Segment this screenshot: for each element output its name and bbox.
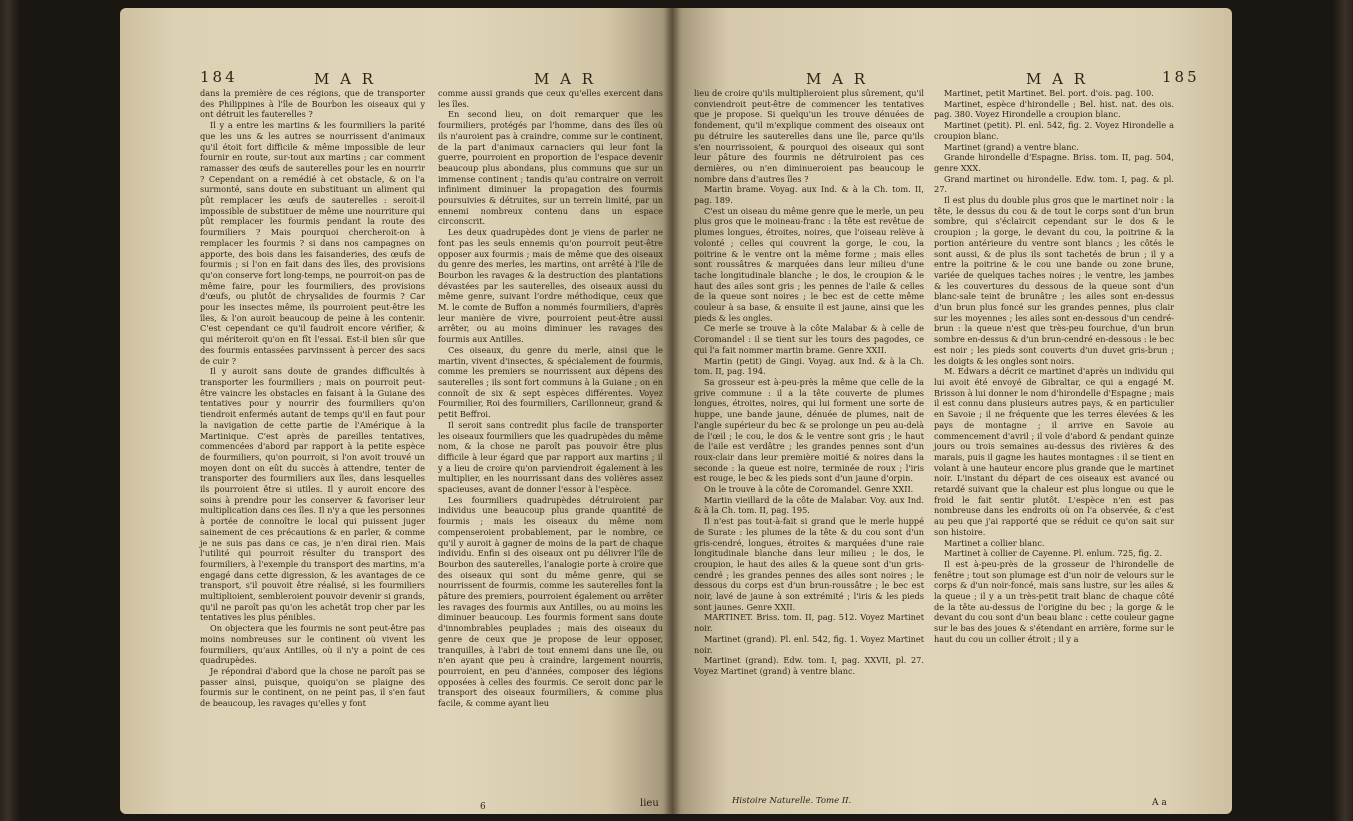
paragraph: Il n'est pas tout-à-fait si grand que le merle huppé de Surate : les plumes de la tête & du cou sont d'un gris-cendré, longues, étroites & marquées d'une raie longitudinale blanche dans leur milieu ; le dos, le croupion, le haut des ailes & la queue sont d'un gris-cendré ; les grandes pennes des ailes sont noires ; le dessous du corps est d'un brun-roussâtre ; le bec est noir, lavé de jaune à son extrémité ; l'iris & les pieds sont jaunes. Genre XXII. bbox=[694, 516, 924, 612]
left-column-1 bbox=[200, 88, 425, 709]
paragraph: Les deux quadrupèdes dont je viens de parler ne font pas les seuls ennemis qu'on pourroit peut-être opposer aux fourmis ; mais de même que des oiseaux du genre des merles, les martins, ont arrêté à l'île de Bourbon les ravages & la destruction des plantations dévastées par les sauterelles, des oiseaux aussi du même genre, suivant l'ordre méthodique, ceux que M. le comte de Buffon a nommés fourmiliers, d'après leur manière de vivre, pourroient peut-être aussi arrêter, ou au moins diminuer les ravages des fourmis aux Antilles. bbox=[438, 227, 663, 345]
right-column-1 bbox=[694, 88, 924, 677]
right-column-2 bbox=[934, 88, 1174, 645]
paragraph: comme aussi grands que ceux qu'elles exercent dans les îles. bbox=[438, 88, 663, 109]
right-page-number: 185 bbox=[1162, 68, 1200, 86]
entry-heading: Grande hirondelle d'Espagne. Briss. tom. II, pag. 504, genre XXX. bbox=[934, 152, 1174, 173]
paragraph: M. Edwars a décrit ce martinet d'après un individu qui lui avoit été envoyé de Gibraltar, ce qui a engagé M. Brisson à lui donner le nom d'hirondelle d'Espagne ; mais il est connu dans plusieurs autres pays, & en particulier en Savoie ; il ne fréquente que les terres élevées & les pays de montagne ; il arrive en Savoie au commencement d'avril ; il vole d'abord & pendant quinze jours ou trois semaines au-dessus des rivières & des marais, puis il gagne les hautes montagnes : il se tient en volant à une hauteur encore plus grande que le martinet noir. L'instant du départ de ces oiseaux est avancé ou retardé suivant que la chaleur est plus longue ou que le froid le fait sentir plutôt. L'espèce n'en est pas nombreuse dans les endroits où on l'a observée, & c'est au peu que j'ai rapporté que se réduit ce qu'on sait sur son histoire. bbox=[934, 366, 1174, 537]
paragraph: Je répondrai d'abord que la chose ne paroît pas se passer ainsi, puisque, quoiqu'on se plaigne des fourmis sur le continent, on ne peint pas, il s'en faut de beaucoup, les ravages qu'elles y font bbox=[200, 665, 425, 709]
signature-mark: A a bbox=[1152, 798, 1167, 808]
paragraph: C'est un oiseau du même genre que le merle, un peu plus gros que le moineau-franc : la tête est revêtue de plumes longues, étroites, noires, que l'oiseau relève à volonté ; celles qui couvrent la gorge, le cou, la poitrine & le ventre ont la même forme ; mais elles sont roussâtres & marquées dans leur milieu d'une tache longitudinale blanche ; le dos, le croupion & le haut des ailes sont gris ; les pennes de l'aile & celles de la queue sont noires ; le bec est de cette même couleur à sa base, & ensuite il est jaune, ainsi que les pieds & les ongles. bbox=[694, 205, 924, 323]
right-page bbox=[672, 8, 1232, 814]
paragraph: Ce merle se trouve à la côte Malabar & à celle de Coromandel : il se tient sur les tours des pagodes, ce qui l'a fait nommer martin brame. Genre XXII. bbox=[694, 323, 924, 355]
left-running-head-2: M A R bbox=[533, 70, 597, 88]
entry-heading: Martinet, petit Martinet. Bel. port. d'ois. pag. 100. bbox=[944, 88, 1154, 98]
entry-heading: Martinet (grand) a ventre blanc. bbox=[944, 141, 1079, 152]
book-gutter bbox=[664, 8, 680, 814]
entry-heading: Martinet (grand). Pl. enl. 542, fig. 1. Voyez Martinet noir. bbox=[694, 633, 924, 655]
paragraph: Sa grosseur est à-peu-près la même que celle de la grive commune : il a la tête couverte de plumes longues, étroites, noires, qui lui forment une sorte de huppe, une bande jaune, dénuée de plumes, nait de l'angle supérieur du bec & se prolonge un peu au-delà de l'œil ; le cou, le dos & le ventre sont gris ; le haut de l'aile est verdâtre ; les grandes pennes sont d'un roux-clair dans leur première moitié & noires dans la seconde : la queue est noire, terminée de roux ; l'iris est rouge, le bec & les pieds sont d'un jaune d'orpin. bbox=[694, 376, 924, 484]
paragraph: lieu de croire qu'ils multiplieroient plus sûrement, qu'il conviendroit peut-être de commencer les tentatives que je propose. Si quelqu'un les trouve dénuées de fondement, qu'il m'explique comment des oiseaux ont pu détruire les sauterelles dans une île, parce qu'ils s'en nourrissoient, & pourquoi des oiseaux qui sont leur pâture des fourmis ne détruiroient pas ces dernières, ou n'en diminueroient pas beaucoup le nombre dans d'autres îles ? bbox=[694, 88, 924, 184]
paragraph: Il y a entre les martins & les fourmiliers la parité que les uns & les autres se nourrissent d'animaux qu'il étoit fort difficile & même impossible de leur fournir en route, sur-tout aux martins ; car comment ramasser des œufs de sauterelles pour les en nourrir ? Cependant on a remédié à cet obstacle, & on l'a surmonté, sans doute en substituant un aliment qui pût remplacer les œufs de sauterelles : seroit-il impossible de substituer de même une nourriture qui pût remplacer les fourmis pendant la route des fourmiliers ? Mais pourquoi chercheroit-on à remplacer les fourmis ? si dans nos campagnes on apporte, des bois dans les faisanderies, des œufs de fourmis ; si l'on en fait dans des îles, des provisions qu'on conserve fort long-temps, ne pourroit-on pas de même faire, pour les fourmiliers, des provisions d'œufs, ou plutôt de chrysalides de fourmis ? Car pour les insectes même, ils pourroient peut-être les îles, & l'on auroit beaucoup de peine à les contenir. C'est cependant ce qu'il faudroit encore vérifier, & qui mériteroit qu'on en fît l'essai. Est-il bien sûr que des fourmis entassées parvinssent à percer des sacs de cuir ? bbox=[200, 120, 425, 366]
paragraph: dans la première de ces régions, que de transporter des Philippines à l'île de Bourbon les oiseaux qui y ont détruit les fauterelles ? bbox=[200, 88, 425, 120]
catchword: lieu bbox=[640, 798, 659, 809]
entry-heading: Grand martinet ou hirondelle. Edw. tom. I, pag. & pl. 27. bbox=[934, 173, 1174, 195]
paragraph: Il y auroit sans doute de grandes difficultés à transporter les fourmiliers ; mais on pourroit peut-être vaincre les obstacles en faisant à la Guiane des tentatives pour y nourrir des fourmiliers qu'on tiendroit enfermés autant de temps qu'il en faut pour la navigation de cette partie de l'Amérique à la Martinique. C'est après de pareilles tentatives, commencées d'abord par rapport à la petite espèce de fourmiliers, qu'on pourroit, si l'on avoit trouvé un moyen dont on eût du succès à attendre, tenter de transporter des fourmiliers aux îles, dans lesquelles ils pourroient être si utiles. Il y auroit encore des soins à prendre pour les conserver & favoriser leur multiplication dans ces îles. Il n'y a que les personnes à portée de connoître le local qui puissent juger sainement de ces précautions & en parler, & comme je ne suis pas dans ce cas, je n'en dirai rien. Mais l'utilité qui pourroit résulter du transport des fourmiliers, à l'exemple du transport des martins, m'a engagé dans cette digression, & les avantages de ce transport, s'il pouvoit être réalisé, si les fourmiliers multiplioient, sembleroient pouvoir devenir si grands, qu'il ne paroît pas qu'on les achetât trop cher par les tentatives les plus pénibles. bbox=[200, 366, 425, 623]
entry-heading: Martinet (grand). Edw. tom. I, pag. XXVII, pl. 27. Voyez Martinet (grand) à ventre blanc. bbox=[694, 655, 924, 676]
paragraph: On le trouve à la côte de Coromandel. Genre XXII. bbox=[704, 484, 914, 495]
entry-heading: Martinet a collier blanc. bbox=[944, 537, 1045, 548]
right-running-head-1: M A R bbox=[805, 70, 869, 88]
entry-heading: Martinet à collier de Cayenne. Pl. enlum. 725, fig. 2. bbox=[944, 548, 1163, 559]
paragraph: Les fourmiliers quadrupèdes détruiroient par individus une beaucoup plus grande quantité de fourmis ; mais les oiseaux du même nom compenseroient probablement, par le nombre, ce qu'il y auroit à gagner de moins de la part de chaque individu. Enfin si des oiseaux ont pu délivrer l'île de Bourbon des sauterelles, l'analogie porte à croire que des oiseaux qui sont du même genre, qui se nourrissent de fourmis, comme les sauterelles font la pâture des premiers, pourroient également ou arrêter les ravages des fourmis aux Antilles, ou au moins les diminuer beaucoup. Les fourmis forment sans doute d'innombrables peuplades ; mais des oiseaux du genre de ceux que je propose de leur opposer, tranquilles, à l'abri de tout ennemi dans une île, ou n'en ayant que peu à craindre, largement nourris, pourroient, en peu d'années, composer des légions opposées à celles des fourmis. Ce seroit donc par le transport des oiseaux fourmiliers, & comme plus facile, & comme ayant lieu bbox=[438, 494, 663, 709]
entry-heading: Martinet (petit). Pl. enl. 542, fig. 2. Voyez Hirondelle a croupion blanc. bbox=[934, 120, 1174, 141]
paragraph: En second lieu, on doit remarquer que les fourmiliers, protégés par l'homme, dans des îles où ils n'auroient pas à craindre, comme sur le continent, de la part d'animaux carnaciers qui leur font la guerre, pourroient en proportion de l'espace devenir beaucoup plus abondans, plus communs que sur un immense continent ; tandis qu'au contraire on verroit infiniment diminuer la propagation des fourmis poursuivies & détruites, sur un terrein limité, par un ennemi nombreux contenu dans un espace circonscrit. bbox=[438, 109, 663, 227]
entry-heading: Martin brame. Voyag. aux Ind. & à la Ch. tom. II, pag. 189. bbox=[694, 184, 924, 206]
left-page-number: 184 bbox=[200, 68, 238, 86]
entry-heading: Martinet, espèce d'hirondelle ; Bel. hist. nat. des ois. pag. 380. Voyez Hirondelle a croupion blanc. bbox=[934, 98, 1174, 120]
left-running-head-1: M A R bbox=[313, 70, 377, 88]
paragraph: Ces oiseaux, du genre du merle, ainsi que le martin, vivent d'insectes, & spécialement de fourmis, comme les premiers se nourrissent aux dépens des sauterelles ; ils sont fort communs à la Guiane ; on en connoît de six & sept espèces différentes. Voyez Fourmilier, Roi des fourmiliers, Carillonneur, grand & petit Beffroi. bbox=[438, 344, 663, 420]
left-column-2 bbox=[438, 88, 663, 709]
paragraph: Il est à-peu-près de la grosseur de l'hirondelle de fenêtre ; tout son plumage est d'un noir de velours sur le corps & d'un noir-foncé, mais sans lustre, sur les ailes & la queue ; il y a un très-petit trait blanc de chaque côté de la tête au-dessus de l'origine du bec ; la gorge & le devant du cou sont d'un beau blanc : cette couleur gagne sur le bas des joues & s'étendant en arrière, forme sur le haut du cou un collier étroit ; il y a bbox=[934, 558, 1174, 644]
entry-heading: Martin vieillard de la côte de Malabar. Voy. aux Ind. & à la Ch. tom. II, pag. 195. bbox=[694, 494, 924, 516]
paragraph: On objectera que les fourmis ne sont peut-être pas moins nombreuses sur le continent où vivent les fourmiliers, qu'aux Antilles, où il n'y a point de ces quadrupèdes. bbox=[200, 623, 425, 666]
footer-volume: Histoire Naturelle. Tome II. bbox=[732, 796, 852, 806]
right-running-head-2: M A R bbox=[1025, 70, 1089, 88]
paragraph: Il est plus du double plus gros que le martinet noir : la tête, le dessus du cou & de tout le corps sont d'un brun sombre, qui s'éclaircit cependant sur le dos & le croupion ; la gorge, le devant du cou, la poitrine & la portion antérieure du ventre sont blancs ; les côtés le sont aussi, & de plus ils sont tachetés de brun ; il y a entre la poitrine & le cou une bande ou zone brune, variée de quelques taches noires ; le ventre, les jambes & les couvertures du dessous de la queue sont d'un blanc-sale teint de brunâtre ; les ailes sont en-dessus d'un brun plus foncé sur les grandes pennes, plus clair sur les moyennes ; les ailes sont en-dessous d'un cendré-brun : la queue n'est que très-peu fourchue, d'un brun sombre en-dessus & d'un brun-cendré en-dessous : le bec est noir ; les pieds sont couverts d'un duvet gris-brun ; les doigts & les ongles sont noirs. bbox=[934, 195, 1174, 366]
paragraph: Il seroit sans contredit plus facile de transporter les oiseaux fourmiliers que les quadrupèdes du même nom, & la chose ne paroît pas pouvoir être plus difficile à leur égard que par rapport aux martins ; il y a lieu de croire qu'on parviendroit également à les multiplier, en les nourrissant dans des volières assez spacieuses, avant de donner l'essor à l'espèce. bbox=[438, 419, 663, 495]
entry-heading: MARTINET. Briss. tom. II, pag. 512. Voyez Martinet noir. bbox=[694, 612, 924, 634]
entry-heading: Martin (petit) de Gingi. Voyag. aux Ind. & à la Ch. tom. II, pag. 194. bbox=[694, 355, 924, 377]
left-page bbox=[120, 8, 672, 814]
bottom-mark: 6 bbox=[480, 802, 486, 812]
